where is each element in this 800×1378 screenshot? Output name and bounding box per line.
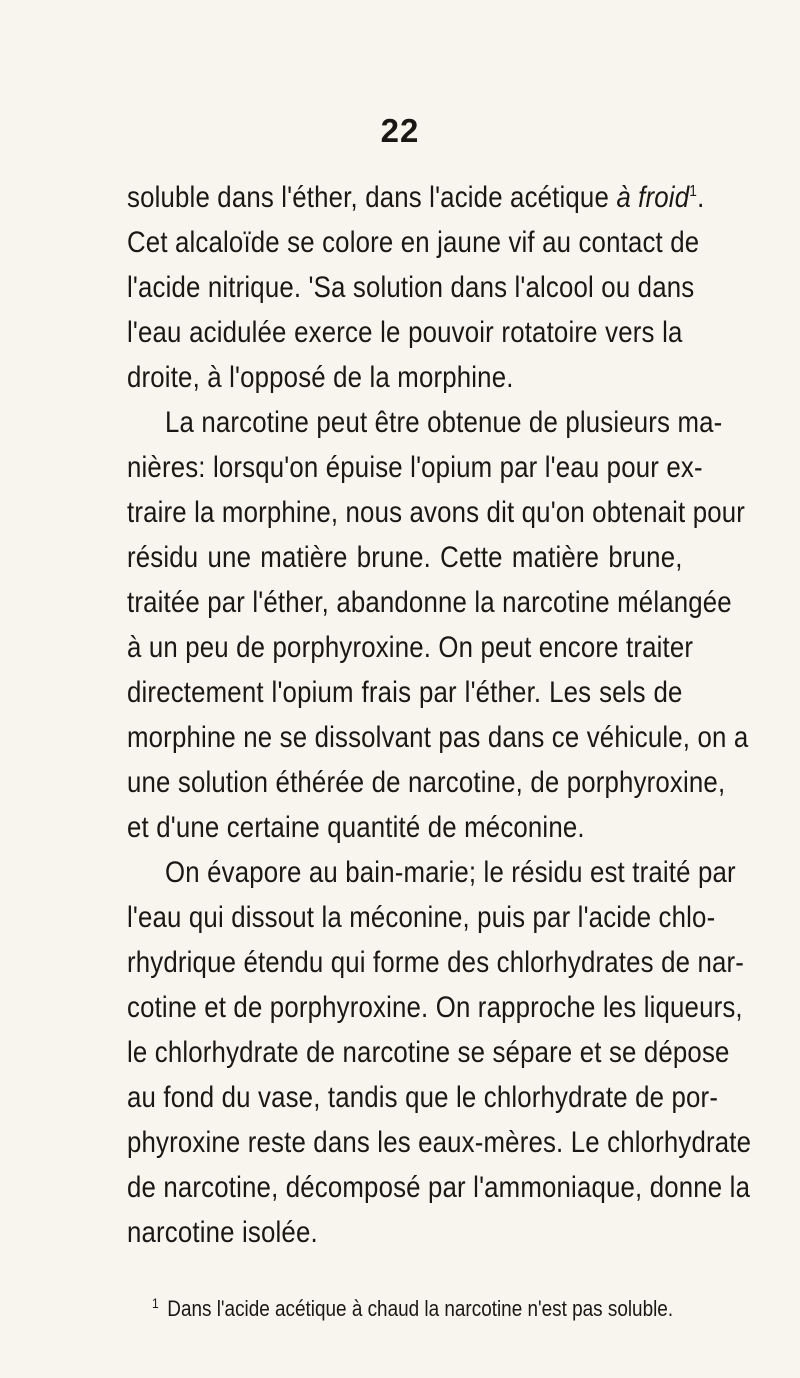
text-line: l'eau qui dissout la méconine, puis par l'acide chlo- (127, 901, 716, 934)
text-line: droite, à l'opposé de la morphine. (127, 361, 514, 394)
text-line: directement l'opium frais par l'éther. Les sels de (127, 676, 683, 709)
text-line: nières: lorsqu'on épuise l'opium par l'eau pour ex- (127, 451, 703, 484)
text-line: et d'une certaine quantité de méconine. (127, 811, 585, 844)
text-line: Cet alcaloïde se colore en jaune vif au contact de (127, 226, 700, 259)
text-line: le chlorhydrate de narcotine se sépare et se dépose (127, 1036, 730, 1069)
text-line: à un peu de porphyroxine. On peut encore traiter (127, 631, 694, 664)
text-line: rhydrique étendu qui forme des chlorhydrates de nar- (127, 946, 745, 979)
text-line: de narcotine, décomposé par l'ammoniaque, donne la (127, 1171, 751, 1204)
text-line (127, 180, 705, 216)
text-line: résidu une matière brune. Cette matière brune, (127, 541, 683, 574)
text-segment: soluble dans l'éther, dans l'acide acétique (127, 181, 617, 214)
text-segment: . (697, 181, 705, 214)
footnote-reference: 1 (689, 183, 698, 200)
text-line: l'acide nitrique. 'Sa solution dans l'alcool ou dans (127, 271, 695, 304)
text-line: traitée par l'éther, abandonne la narcotine mélangée (127, 586, 732, 619)
text-line: au fond du vase, tandis que le chlorhydrate de por- (127, 1081, 719, 1114)
text-line: morphine ne se dissolvant pas dans ce véhicule, on a (127, 721, 749, 754)
text-line: On évapore au bain-marie; le résidu est traité par (165, 856, 736, 889)
text-line: cotine et de porphyroxine. On rapproche les liqueurs, (127, 991, 743, 1024)
footnote-mark: 1 (152, 1294, 159, 1311)
footnote-text: Dans l'acide acétique à chaud la narcotine n'est pas soluble. (167, 1296, 674, 1321)
text-line: phyroxine reste dans les eaux-mères. Le chlorhydrate (127, 1126, 752, 1159)
text-line: narcotine isolée. (127, 1216, 318, 1249)
page-number: 22 (380, 112, 420, 149)
text-line: traire la morphine, nous avons dit qu'on obtenait pour (127, 496, 746, 529)
text-line: l'eau acidulée exerce le pouvoir rotatoire vers la (127, 316, 683, 349)
italic-phrase: à froid (616, 181, 690, 214)
text-line: une solution éthérée de narcotine, de porphyroxine, (127, 766, 726, 799)
footnote (152, 1295, 685, 1323)
text-line: La narcotine peut être obtenue de plusieurs ma- (165, 406, 723, 439)
